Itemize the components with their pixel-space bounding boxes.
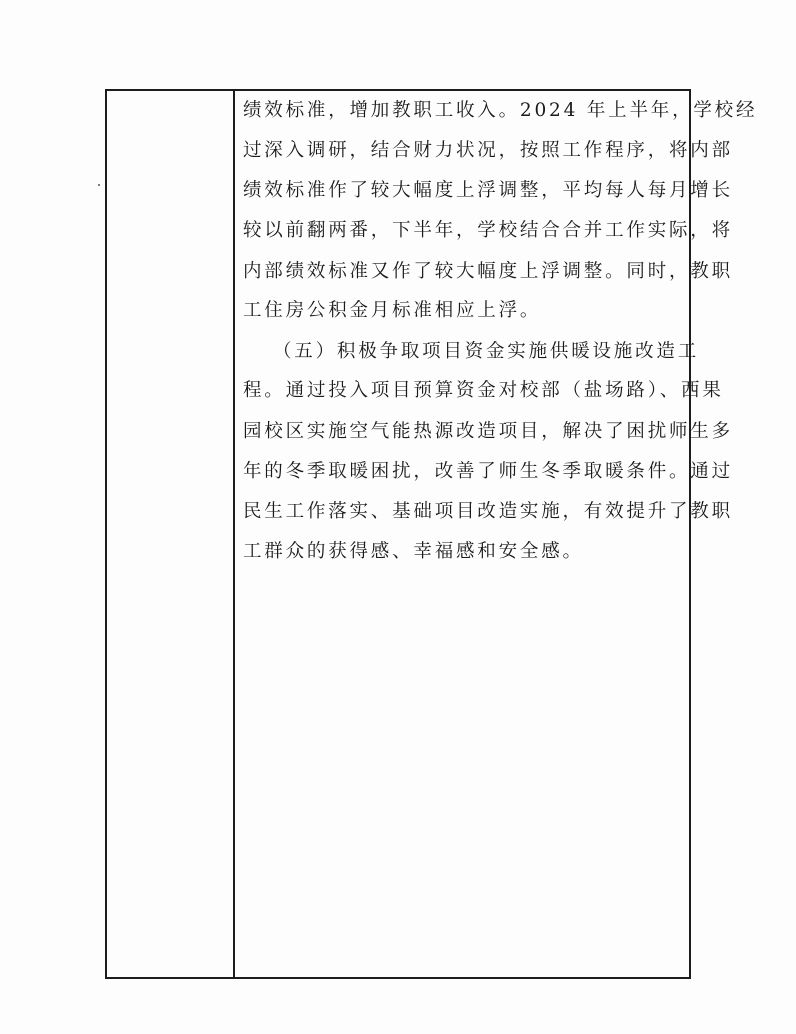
table-left-cell xyxy=(107,91,233,977)
text-line: 园校区实施空气能热源改造项目，解决了困扰师生多 xyxy=(243,421,733,442)
text-line: 工群众的获得感、幸福感和安全感。 xyxy=(243,541,584,562)
text-line: 内部绩效标准又作了较大幅度上浮调整。同时，教职 xyxy=(243,261,733,282)
table-frame xyxy=(105,89,758,979)
text-line: 年的冬季取暖困扰，改善了师生冬季取暖条件。通过 xyxy=(243,461,733,482)
text-line: 工住房公积金月标准相应上浮。 xyxy=(243,300,542,321)
text-line: 较以前翻两番，下半年，学校结合合并工作实际，将 xyxy=(243,220,733,241)
table-right-cell xyxy=(235,91,758,977)
scan-speck xyxy=(98,184,100,186)
text-line: 绩效标准，增加教职工收入。2024 年上半年，学校经 xyxy=(243,100,758,121)
text-line: 民生工作落实、基础项目改造实施，有效提升了教职 xyxy=(243,501,733,522)
text-line: 程。通过投入项目预算资金对校部（盐场路）、西果 xyxy=(243,380,724,401)
text-line: 绩效标准作了较大幅度上浮调整，平均每人每月增长 xyxy=(243,180,733,201)
text-line: 过深入调研，结合财力状况，按照工作程序，将内部 xyxy=(243,140,733,161)
section-heading-line: （五）积极争取项目资金实施供暖设施改造工 xyxy=(273,341,700,362)
